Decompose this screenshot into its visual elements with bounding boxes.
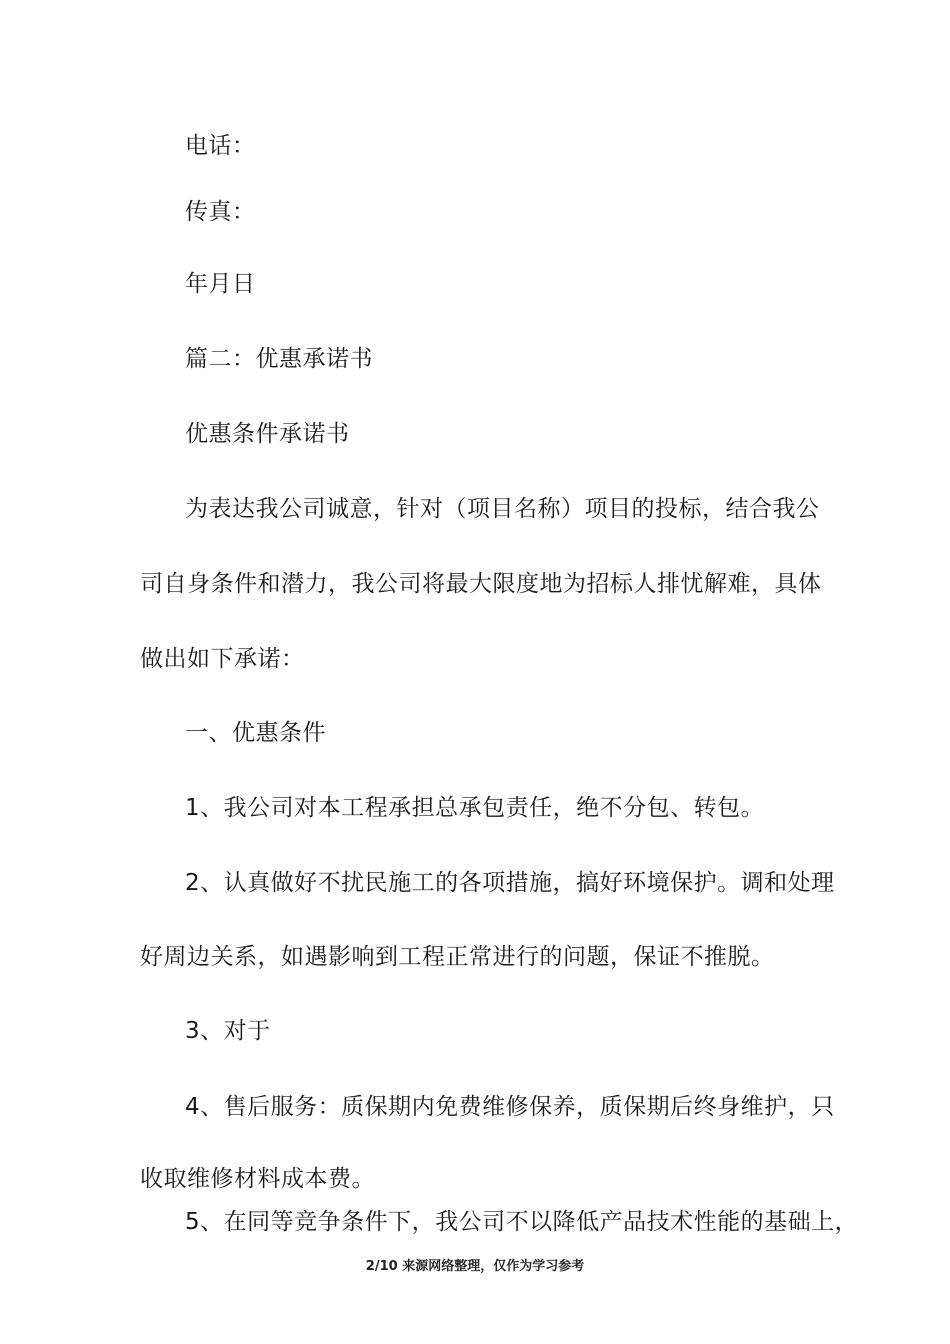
section-heading: 篇二：优惠承诺书 — [185, 346, 373, 372]
paragraph-line: 司自身条件和潜力，我公司将最大限度地为招标人排忧解难，具体 — [140, 571, 822, 597]
fax-label: 传真： — [185, 199, 256, 225]
list-item: 3、对于 — [185, 1018, 271, 1044]
date-label: 年月日 — [185, 271, 256, 297]
list-item: 1、我公司对本工程承担总承包责任，绝不分包、转包。 — [185, 795, 765, 821]
document-title: 优惠条件承诺书 — [185, 421, 350, 447]
list-item: 4、售后服务：质保期内免费维修保养，质保期后终身维护，只 — [185, 1094, 835, 1120]
list-item-continuation: 收取维修材料成本费。 — [140, 1166, 375, 1192]
phone-label: 电话： — [185, 133, 256, 159]
list-item-continuation: 好周边关系，如遇影响到工程正常进行的问题，保证不推脱。 — [140, 944, 775, 970]
page-footer: 2/10 来源网络整理，仅作为学习参考 — [365, 1259, 585, 1274]
list-item: 2、认真做好不扰民施工的各项措施，搞好环境保护。调和处理 — [185, 870, 835, 896]
paragraph-line: 为表达我公司诚意，针对（项目名称）项目的投标，结合我公 — [185, 496, 820, 522]
subsection-heading: 一、优惠条件 — [185, 720, 326, 746]
list-item: 5、在同等竞争条件下，我公司不以降低产品技术性能的基础上， — [185, 1209, 859, 1235]
paragraph-line: 做出如下承诺： — [140, 646, 305, 672]
